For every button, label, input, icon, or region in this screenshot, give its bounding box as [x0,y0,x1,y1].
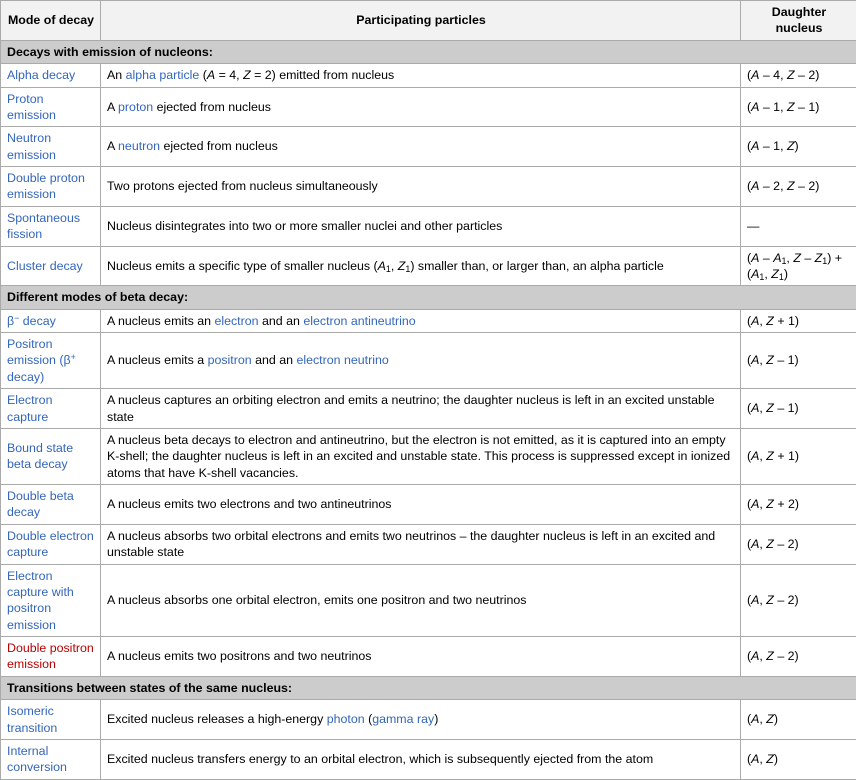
table-row [1,333,856,389]
inline-link-positron-emission: positron emission [7,601,56,631]
daughter-nucleus-cell: (A – 1, Z – 1) [741,87,856,127]
participating-particles-cell: A nucleus emits two electrons and two antineutrinos [101,485,741,525]
daughter-nucleus-cell: (A – 2, Z – 2) [741,167,856,207]
table-header [1,1,856,41]
link-electron[interactable]: electron [214,314,258,328]
table-row [1,246,856,286]
link-electron-neutrino[interactable]: electron neutrino [296,353,388,367]
participating-particles-cell: A neutron ejected from nucleus [101,127,741,167]
link-spontaneous-fission[interactable]: Spontaneous fission [7,211,80,241]
header-row [1,1,856,41]
participating-particles-cell: Nucleus emits a specific type of smaller nucleus ($A_1$, $Z_1$) smaller than, or larger than, an alpha particle [101,246,741,286]
decay-mode-cell [1,428,101,484]
link-beta-minus-decay[interactable]: β− decay [7,314,56,328]
decay-mode-cell [1,524,101,564]
link-double-beta-decay[interactable]: Double beta decay [7,489,74,519]
link-alpha-particle[interactable]: alpha particle [126,68,200,82]
participating-particles-cell: Excited nucleus releases a high-energy photon (gamma ray) [101,700,741,740]
table-body [1,40,856,779]
section-title: Transitions between states of the same nucleus: [1,676,856,699]
daughter-nucleus-cell: (A, Z) [741,739,856,779]
table-row [1,739,856,779]
decay-mode-cell [1,739,101,779]
table-row [1,206,856,246]
section-title: Different modes of beta decay: [1,286,856,309]
daughter-nucleus-cell: (A, Z – 1) [741,389,856,429]
link-electron-capture[interactable]: Electron capture [7,393,52,423]
table-row [1,700,856,740]
participating-particles-cell: A nucleus emits two positrons and two neutrinos [101,637,741,677]
section-header-nucleon-emission [1,40,856,63]
decay-mode-cell [1,87,101,127]
table-row [1,389,856,429]
participating-particles-cell: Two protons ejected from nucleus simultaneously [101,167,741,207]
participating-particles-cell: A nucleus emits a positron and an electron neutrino [101,333,741,389]
decay-mode-cell [1,333,101,389]
participating-particles-cell: Excited nucleus transfers energy to an orbital electron, which is subsequently ejected from the atom [101,739,741,779]
daughter-nucleus-cell: (A – 4, Z – 2) [741,64,856,87]
section-header-beta-decay [1,286,856,309]
link-cluster-decay[interactable]: Cluster decay [7,259,83,273]
decay-mode-cell [1,564,101,637]
link-double-proton-emission[interactable]: Double proton emission [7,171,85,201]
participating-particles-cell: An alpha particle (A = 4, Z = 2) emitted from nucleus [101,64,741,87]
table-row [1,127,856,167]
daughter-nucleus-cell: (A, Z – 1) [741,333,856,389]
section-header-same-nucleus-transitions [1,676,856,699]
daughter-nucleus-cell: (A, Z + 1) [741,309,856,332]
participating-particles-cell: Nucleus disintegrates into two or more smaller nuclei and other particles [101,206,741,246]
table-row [1,309,856,332]
participating-particles-cell: A nucleus beta decays to electron and antineutrino, but the electron is not emitted, as it is captured into an empty K-shell; the daughter nucleus is left in an excited and unstable state. This process is suppressed except in ionized atoms that have K-shell vacancies. [101,428,741,484]
table-row [1,167,856,207]
section-title: Decays with emission of nucleons: [1,40,856,63]
decay-mode-cell [1,64,101,87]
decay-mode-cell [1,127,101,167]
daughter-nucleus-cell: (A, Z + 1) [741,428,856,484]
link-gamma-ray[interactable]: gamma ray [372,712,434,726]
decay-mode-cell [1,485,101,525]
daughter-nucleus-cell: (A, Z) [741,700,856,740]
link-isomeric-transition[interactable]: Isomeric transition [7,704,57,734]
column-header-daughter-nucleus: Daughter nucleus [741,1,856,41]
link-double-electron-capture[interactable]: Double electron capture [7,529,94,559]
daughter-nucleus-cell: (A – 1, Z) [741,127,856,167]
link-positron-emission[interactable]: Positron emission (β+ decay) [7,337,76,384]
link-photon[interactable]: photon [327,712,365,726]
daughter-nucleus-cell: ($A - A_1$, $Z - Z_1) + (A_1$, $Z_1$) [741,246,856,286]
decay-mode-cell [1,167,101,207]
decay-mode-cell [1,700,101,740]
link-double-positron-emission[interactable]: Double positron emission [7,641,94,671]
decay-mode-cell [1,246,101,286]
table-row [1,485,856,525]
column-header-mode-of-decay: Mode of decay [1,1,101,41]
participating-particles-cell: A proton ejected from nucleus [101,87,741,127]
daughter-nucleus-cell: (A, Z + 2) [741,485,856,525]
decay-mode-cell [1,637,101,677]
link-proton[interactable]: proton [118,100,153,114]
participating-particles-cell: A nucleus captures an orbiting electron and emits a neutrino; the daughter nucleus is left in an excited unstable state [101,389,741,429]
link-electron-capture-with-positron-emission[interactable]: Electron capture with positron emission [7,569,74,632]
table-row [1,64,856,87]
link-proton-emission[interactable]: Proton emission [7,92,56,122]
link-electron-antineutrino[interactable]: electron antineutrino [303,314,415,328]
link-positron[interactable]: positron [208,353,252,367]
decay-mode-cell [1,206,101,246]
participating-particles-cell: A nucleus absorbs two orbital electrons and emits two neutrinos – the daughter nucleus is left in an excited and unstable state [101,524,741,564]
link-neutron-emission[interactable]: Neutron emission [7,131,56,161]
daughter-nucleus-cell: (A, Z – 2) [741,637,856,677]
participating-particles-cell: A nucleus emits an electron and an electron antineutrino [101,309,741,332]
column-header-participating-particles: Participating particles [101,1,741,41]
decay-mode-cell [1,389,101,429]
link-internal-conversion[interactable]: Internal conversion [7,744,67,774]
link-neutron[interactable]: neutron [118,139,160,153]
daughter-nucleus-cell: — [741,206,856,246]
daughter-nucleus-cell: (A, Z – 2) [741,524,856,564]
table-row [1,87,856,127]
decay-mode-cell [1,309,101,332]
table-row [1,428,856,484]
table-row [1,637,856,677]
table-row [1,564,856,637]
table-row [1,524,856,564]
link-bound-state-beta-decay[interactable]: Bound state beta decay [7,441,73,471]
link-alpha-decay[interactable]: Alpha decay [7,68,75,82]
participating-particles-cell: A nucleus absorbs one orbital electron, emits one positron and two neutrinos [101,564,741,637]
daughter-nucleus-cell: (A, Z – 2) [741,564,856,637]
